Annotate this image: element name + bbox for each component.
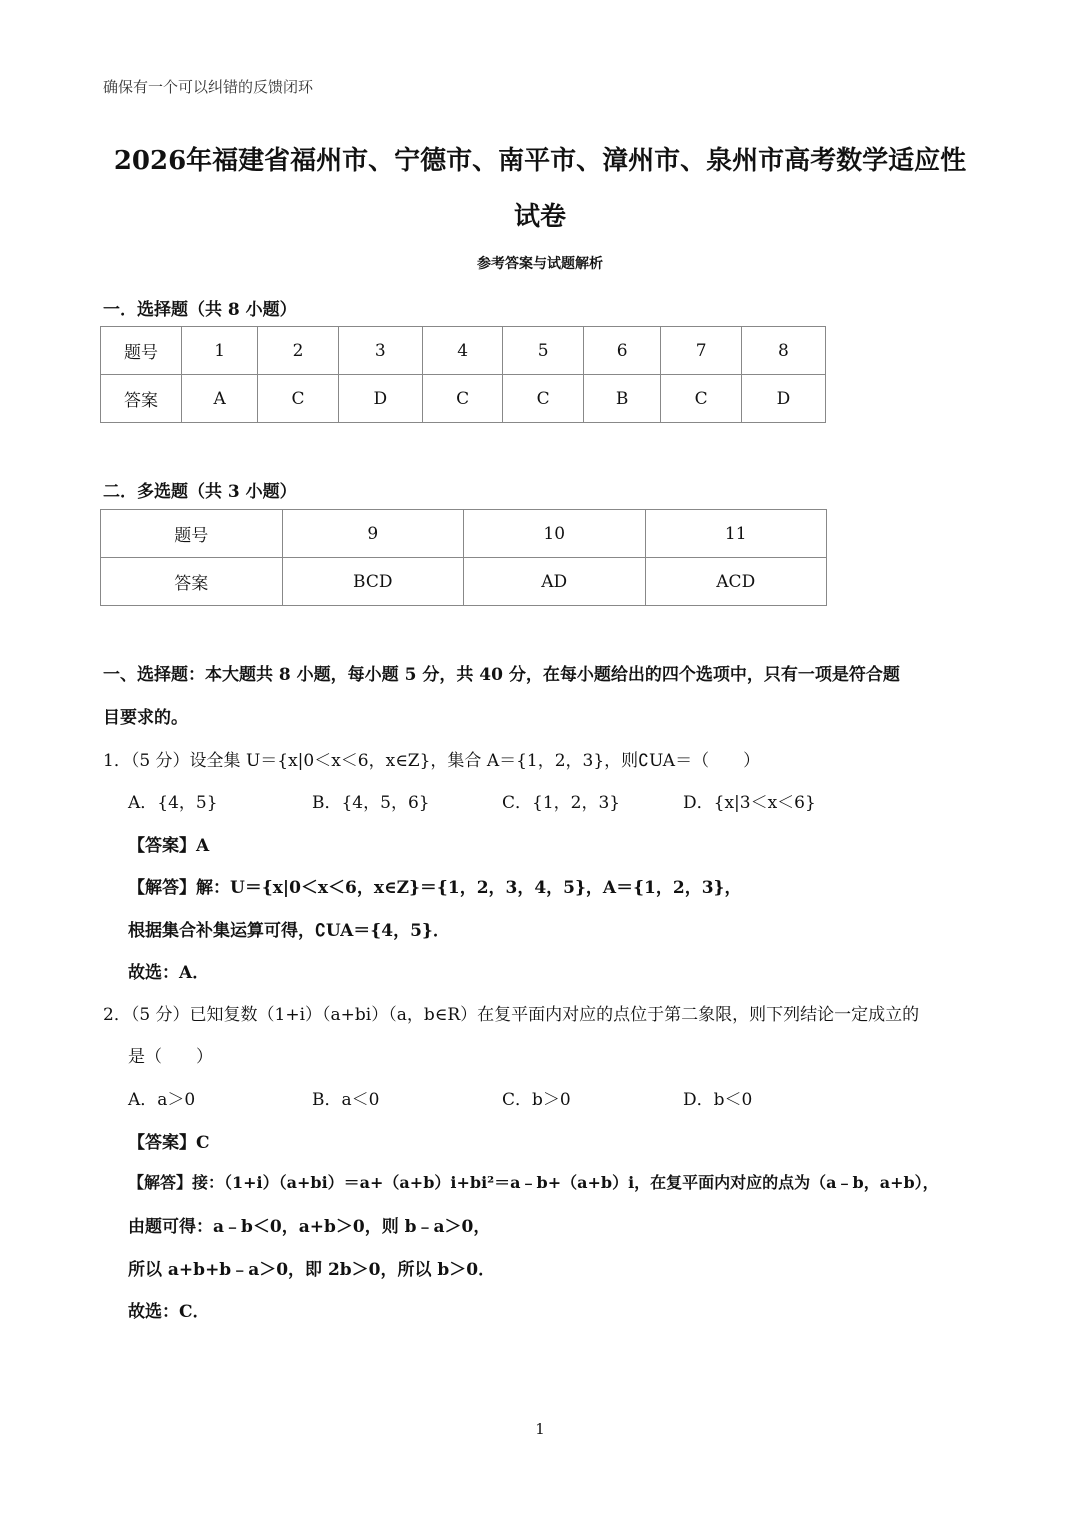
- table-cell: B: [583, 375, 661, 423]
- question-2-option-a: A．a＞0: [128, 1090, 196, 1110]
- table-cell: BCD: [282, 558, 464, 606]
- section1-heading: 一．选择题（共 8 小题）: [103, 300, 297, 320]
- section2-answer-table: [100, 509, 827, 606]
- table-cell: 4: [422, 327, 503, 375]
- table-cell: A: [182, 375, 258, 423]
- table-row: [101, 510, 827, 558]
- table-cell: 9: [282, 510, 464, 558]
- question-2-stem-line2: 是（ ）: [128, 1047, 213, 1067]
- table-cell: 7: [661, 327, 742, 375]
- question-2-option-b: B．a＜0: [312, 1090, 380, 1110]
- question-2-option-d: D．b＜0: [683, 1090, 753, 1110]
- table-cell: 1: [182, 327, 258, 375]
- question-2-solution-line2: 由题可得：a﹣b＜0，a+b＞0，则 b﹣a＞0，: [128, 1217, 491, 1237]
- table-header-cell: 答案: [101, 375, 182, 423]
- subtitle: 参考答案与试题解析: [477, 256, 603, 272]
- table-header-cell: 答案: [101, 558, 283, 606]
- question-1-stem: 1．（5 分）设全集 U＝{x|0＜x＜6，x∈Z}，集合 A＝{1，2，3}，则∁UA＝（ ）: [103, 751, 761, 771]
- section1-answer-table: [100, 326, 826, 423]
- question-2-solution: 【解答】接：（1+i）（a+bi）＝a+（a+b）i+bi²＝a﹣b+（a+b）i，在复平面内对应的点为（a﹣b，a+b），: [128, 1173, 939, 1192]
- table-cell: 6: [583, 327, 661, 375]
- question-1-answer: 【答案】A: [128, 836, 210, 856]
- question-1-solution-line2: 根据集合补集运算可得，∁UA＝{4，5}．: [128, 921, 450, 941]
- table-cell: D: [338, 375, 422, 423]
- section2-heading: 二．多选题（共 3 小题）: [103, 482, 297, 502]
- table-row: [101, 375, 826, 423]
- table-cell: 11: [645, 510, 827, 558]
- question-1-option-b: B．{4，5，6}: [312, 793, 430, 813]
- table-cell: 10: [464, 510, 646, 558]
- exam-title: 2026年福建省福州市、宁德市、南平市、漳州市、泉州市高考数学适应性: [113, 146, 967, 176]
- table-cell: 2: [258, 327, 339, 375]
- table-cell: C: [503, 375, 584, 423]
- question-1-option-a: A．{4，5}: [128, 793, 218, 813]
- table-cell: C: [422, 375, 503, 423]
- table-cell: D: [741, 375, 825, 423]
- question-1-option-d: D．{x|3＜x＜6}: [683, 793, 816, 813]
- question-2-choice: 故选：C．: [128, 1302, 210, 1322]
- page-number: 1: [535, 1420, 545, 1438]
- table-row: [101, 558, 827, 606]
- table-cell: ACD: [645, 558, 827, 606]
- table-cell: AD: [464, 558, 646, 606]
- table-cell: C: [661, 375, 742, 423]
- question-2-solution-line3: 所以 a+b+b﹣a＞0，即 2b＞0，所以 b＞0．: [128, 1260, 496, 1280]
- question-2-answer: 【答案】C: [128, 1133, 210, 1153]
- table-cell: 3: [338, 327, 422, 375]
- table-header-cell: 题号: [101, 510, 283, 558]
- table-row: [101, 327, 826, 375]
- question-2-stem: 2．（5 分）已知复数（1+i）（a+bi）（a，b∈R）在复平面内对应的点位于第二象限，则下列结论一定成立的: [103, 1005, 920, 1025]
- intro-text: 一、选择题：本大题共 8 小题，每小题 5 分，共 40 分，在每小题给出的四个选项中，只有一项是符合题: [103, 665, 900, 685]
- question-1-choice: 故选：A．: [128, 963, 210, 983]
- question-1-solution: 【解答】解：U＝{x|0＜x＜6，x∈Z}＝{1，2，3，4，5}，A＝{1，2，3}，: [128, 878, 742, 898]
- header-note: 确保有一个可以纠错的反馈闭环: [103, 78, 314, 96]
- table-cell: C: [258, 375, 339, 423]
- intro-text-line2: 目要求的。: [103, 708, 188, 728]
- exam-title-line2: 试卷: [513, 202, 566, 232]
- table-cell: 5: [503, 327, 584, 375]
- table-cell: 8: [741, 327, 825, 375]
- question-2-option-c: C．b＞0: [502, 1090, 571, 1110]
- table-header-cell: 题号: [101, 327, 182, 375]
- question-1-option-c: C．{1，2，3}: [502, 793, 621, 813]
